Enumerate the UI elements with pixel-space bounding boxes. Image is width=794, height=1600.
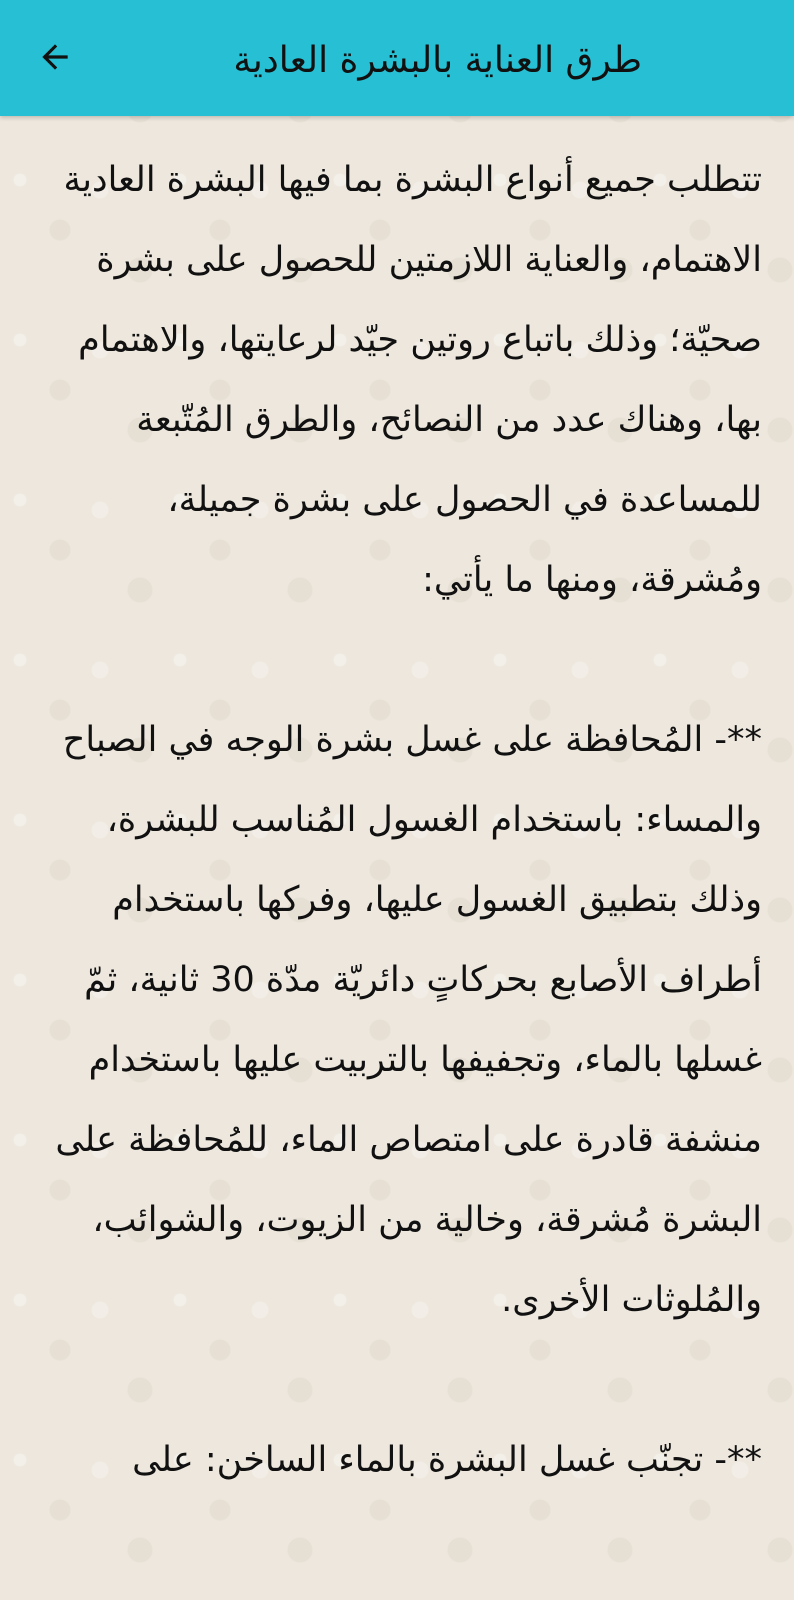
tip-paragraph-face-washing: **- المُحافظة على غسل بشرة الوجه في الصباح والمساء: باستخدام الغسول المُناسب للبشرة، وذلك بتطبيق الغسول عليها، وفركها باستخدام أطراف الأصابع بحركاتٍ دائريّة مدّة 30 ثانية، ثمّ غسلها بالماء، وتجفيفها بالتربيت عليها باستخدام منشفة قادرة على امتصاص الماء، للمُحافظة على البشرة مُشرقة، وخالية من الزيوت، والشوائب، والمُلوثات الأخرى.: [55, 720, 762, 1320]
page-title: طرق العناية بالبشرة العادية: [233, 40, 642, 81]
paragraph-spacer: [38, 620, 762, 700]
back-arrow-icon: [36, 38, 74, 76]
tip-paragraph-hot-water: **- تجنّب غسل البشرة بالماء الساخن: على: [132, 1440, 762, 1480]
paragraph-spacer: [38, 1340, 762, 1420]
back-button[interactable]: [34, 36, 76, 78]
intro-paragraph: تتطلب جميع أنواع البشرة بما فيها البشرة العادية الاهتمام، والعناية اللازمتين للحصول على بشرة صحيّة؛ وذلك باتباع روتين جيّد لرعايتها، والاهتمام بها، وهناك عدد من النصائح، والطرق المُتّبعة للمساعدة في الحصول على بشرة جميلة، ومُشرقة، ومنها ما يأتي:: [63, 160, 762, 600]
article-content: [38, 140, 762, 1600]
app-bar: [0, 0, 794, 116]
